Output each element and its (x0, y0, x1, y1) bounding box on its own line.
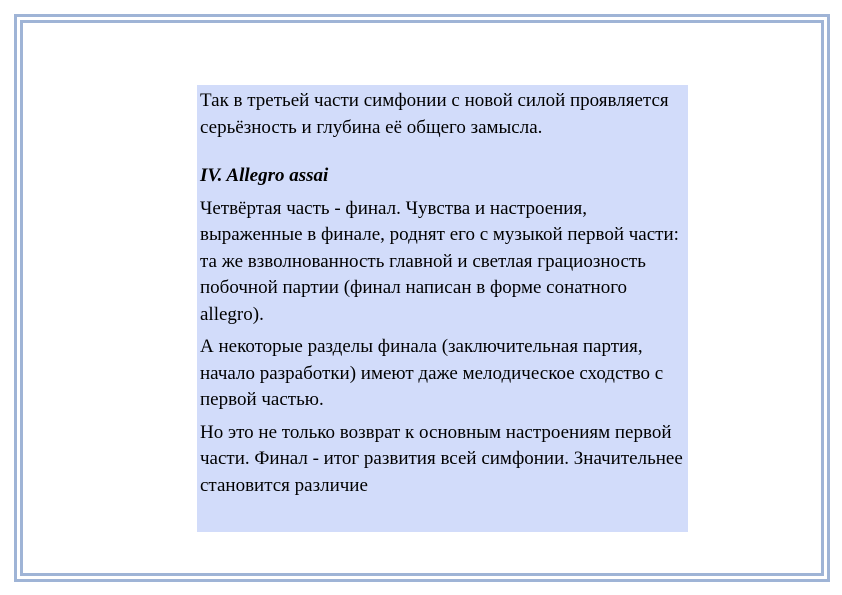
paragraph-finale: Четвёртая часть - финал. Чувства и настроения, выраженные в финале, роднят его с музыкой первой части: та же взволнованность главной и светлая грациозность побочной партии (финал написан в форме сонатного allegro). (200, 197, 679, 325)
intro-paragraph: Так в третьей части симфонии с новой силой проявляется серьёзность и глубина её общего замысла. (200, 90, 669, 138)
paragraph-return: Но это не только возврат к основным настроениям первой части. Финал - итог развития всей симфонии. Значительнее становится различие (200, 421, 683, 496)
text-box (197, 85, 688, 532)
paragraph-sections: А некоторые разделы финала (заключительная партия, начало разработки) имеют даже мелодическое сходство с первой частью. (200, 336, 664, 410)
section-heading: IV. Allegro assai (200, 165, 329, 186)
